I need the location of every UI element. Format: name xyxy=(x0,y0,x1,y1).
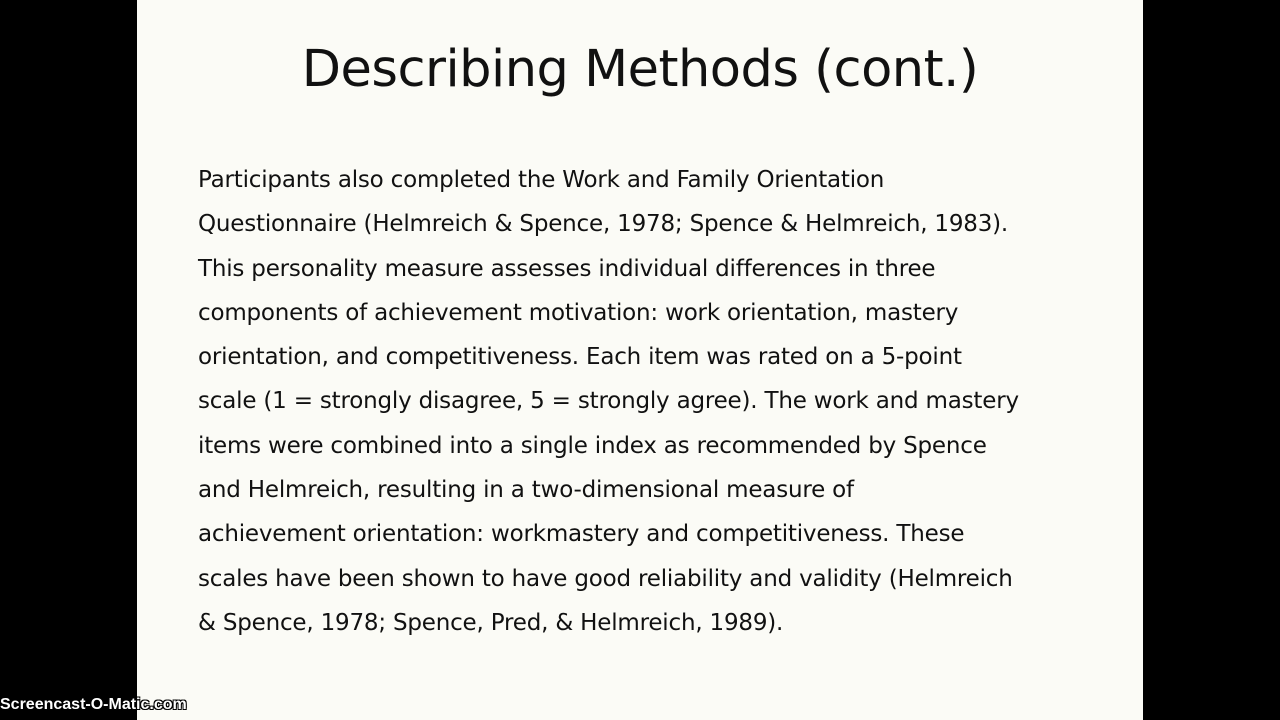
body-line: achievement orientation: workmastery and competitiveness. These xyxy=(198,521,965,548)
body-line: components of achievement motivation: work orientation, mastery xyxy=(198,299,959,326)
body-line: scale (1 = strongly disagree, 5 = strongly agree). The work and mastery xyxy=(198,388,1019,415)
body-line: items were combined into a single index as recommended by Spence xyxy=(198,432,987,459)
slide-body xyxy=(198,158,1098,645)
body-line: scales have been shown to have good reliability and validity (Helmreich xyxy=(198,565,1013,592)
body-line: Participants also completed the Work and Family Orientation xyxy=(198,167,885,193)
presentation-slide xyxy=(137,0,1143,720)
body-line: Questionnaire (Helmreich & Spence, 1978; Spence & Helmreich, 1983). xyxy=(198,211,1009,238)
body-line: and Helmreich, resulting in a two-dimensional measure of xyxy=(198,477,854,504)
slide-title: Describing Methods (cont.) xyxy=(301,40,979,99)
body-line: This personality measure assesses individual differences in three xyxy=(198,255,936,282)
body-line: orientation, and competitiveness. Each item was rated on a 5-point xyxy=(198,344,962,371)
body-line: & Spence, 1978; Spence, Pred, & Helmreich, 1989). xyxy=(198,609,784,636)
screencast-watermark: Screencast-O-Matic.com xyxy=(0,696,187,713)
